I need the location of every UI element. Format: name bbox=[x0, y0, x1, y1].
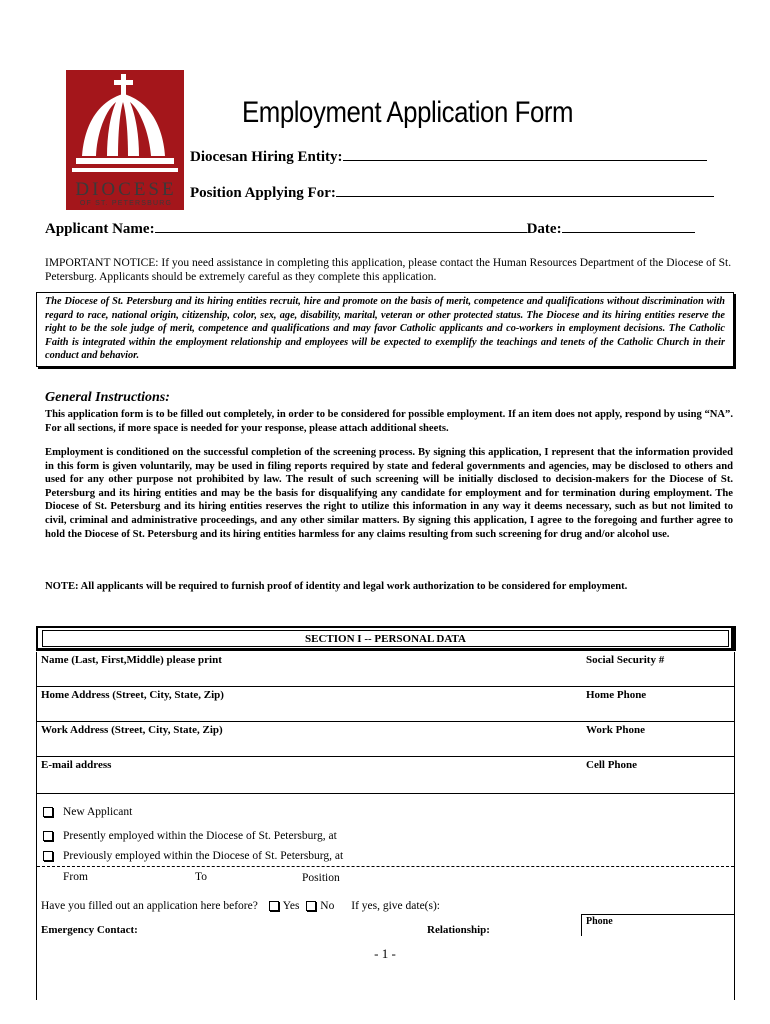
employment-status-area bbox=[37, 794, 734, 1000]
if-yes-label: If yes, give date(s): bbox=[351, 900, 441, 912]
applicant-name-field[interactable] bbox=[45, 220, 695, 238]
position-line[interactable] bbox=[336, 184, 714, 197]
note-paragraph: NOTE: All applicants will be required to furnish proof of identity and legal work authorization to be considered for employment. bbox=[45, 581, 628, 592]
yes-checkbox[interactable] bbox=[269, 901, 279, 911]
applied-before-question bbox=[41, 900, 440, 912]
previously-employed-option[interactable] bbox=[43, 850, 343, 862]
no-checkbox[interactable] bbox=[306, 901, 316, 911]
presently-employed-checkbox[interactable] bbox=[43, 831, 53, 841]
section-header bbox=[36, 626, 736, 651]
hiring-entity-field[interactable] bbox=[190, 148, 707, 166]
logo-word: DIOCESE bbox=[75, 179, 177, 200]
date-line[interactable] bbox=[562, 220, 695, 233]
no-option[interactable] bbox=[306, 900, 334, 912]
new-applicant-label: New Applicant bbox=[63, 806, 133, 818]
home-address-label: Home Address (Street, City, State, Zip) bbox=[41, 689, 224, 701]
ssn-label: Social Security # bbox=[586, 654, 665, 666]
phone-cell-divider bbox=[581, 914, 582, 936]
equal-opportunity-policy: The Diocese of St. Petersburg and its hiring entities recruit, hire and promote on the basis of merit, competence and qualifications without discrimination with regard to race, national origin, citizenship, color, sex, age, disability, marital, veteran or other protected status. The Diocese and its hiring entities reserve the right to be the sole judge of merit, competence and qualifications and may favor Catholic applicants and co-workers in employment decisions. The Catholic Faith is integrated within the employment relationship and employees will be expected to exemplify the teachings and tenets of the Catholic Church in their conduct and behavior. bbox=[36, 292, 734, 367]
new-applicant-checkbox[interactable] bbox=[43, 807, 53, 817]
new-applicant-option[interactable] bbox=[43, 806, 132, 818]
screening-paragraph: Employment is conditioned on the successful completion of the screening process. By signing this application, I represent that the information provided in this form is given voluntarily, may be used in filing reports required by state and federal governments and agencies, may be disclosed to others and used for any other purpose not prohibited by law. The result of such screening will be initially disclosed to decision-makers for the Diocese of St. Petersburg and its hiring entities and may be the basis for disqualifying any candidate for employment and for termination during employment. The Diocese of St. Petersburg and its hiring entities reserves the right to utilize this information in any way it deems necessary, such as but not limited to civil, criminal and administrative proceedings, and any other similar matters. By signing this application, I agree to the foregoing and further agree to hold the Diocese of St. Petersburg and its hiring entities harmless for any claims resulting from such screening for drug and/or alcohol use. bbox=[45, 447, 733, 540]
email-label: E-mail address bbox=[41, 759, 112, 771]
logo-subtitle: OF ST. PETERSBURG bbox=[79, 200, 173, 207]
table-row[interactable] bbox=[37, 652, 734, 687]
page-title: Employment Application Form bbox=[242, 96, 574, 129]
name-label: Name (Last, First,Middle) please print bbox=[41, 654, 222, 666]
phone-label: Phone bbox=[586, 916, 613, 927]
phone-cell-top bbox=[581, 914, 734, 915]
table-row[interactable] bbox=[37, 722, 734, 757]
yes-label: Yes bbox=[282, 900, 300, 912]
applicant-name-line[interactable] bbox=[155, 220, 527, 233]
cell-phone-label: Cell Phone bbox=[586, 759, 638, 771]
work-phone-label: Work Phone bbox=[586, 724, 645, 736]
relationship-label: Relationship: bbox=[427, 924, 490, 936]
home-phone-label: Home Phone bbox=[586, 689, 647, 701]
table-row[interactable] bbox=[37, 757, 734, 794]
no-label: No bbox=[320, 900, 335, 912]
applied-before-label: Have you filled out an application here before? bbox=[41, 900, 258, 912]
logo-text bbox=[64, 180, 188, 208]
date-label: Date: bbox=[526, 221, 562, 237]
table-row[interactable] bbox=[37, 687, 734, 722]
dashed-divider bbox=[37, 866, 734, 867]
emergency-contact-label: Emergency Contact: bbox=[41, 924, 138, 936]
work-address-label: Work Address (Street, City, State, Zip) bbox=[41, 724, 223, 736]
position-label: Position Applying For: bbox=[190, 185, 336, 201]
applicant-name-label: Applicant Name: bbox=[45, 221, 155, 237]
previously-employed-label: Previously employed within the Diocese of St. Petersburg, at bbox=[63, 850, 344, 862]
section-title: SECTION I -- PERSONAL DATA bbox=[42, 630, 729, 647]
presently-employed-label: Presently employed within the Diocese of St. Petersburg, at bbox=[63, 830, 337, 842]
to-label: To bbox=[195, 871, 207, 883]
page-number: - 1 - bbox=[374, 946, 396, 961]
previously-employed-checkbox[interactable] bbox=[43, 851, 53, 861]
presently-employed-option[interactable] bbox=[43, 830, 337, 842]
instructions-paragraph: This application form is to be filled out completely, in order to be considered for possible employment. If an item does not apply, respond by using “NA”. For all sections, if more space is needed for your response, please attach additional sheets. bbox=[45, 409, 733, 434]
from-label: From bbox=[63, 871, 88, 883]
hiring-entity-label: Diocesan Hiring Entity: bbox=[190, 149, 343, 165]
important-notice: IMPORTANT NOTICE: If you need assistance in completing this application, please contact the Human Resources Department of the Diocese of St. Petersburg. Applicants should be extremely careful as they complete this application. bbox=[45, 257, 732, 283]
position-history-label: Position bbox=[302, 872, 340, 884]
yes-option[interactable] bbox=[269, 900, 300, 912]
position-field[interactable] bbox=[190, 184, 714, 202]
general-instructions-heading: General Instructions: bbox=[45, 390, 170, 405]
hiring-entity-line[interactable] bbox=[343, 148, 707, 161]
